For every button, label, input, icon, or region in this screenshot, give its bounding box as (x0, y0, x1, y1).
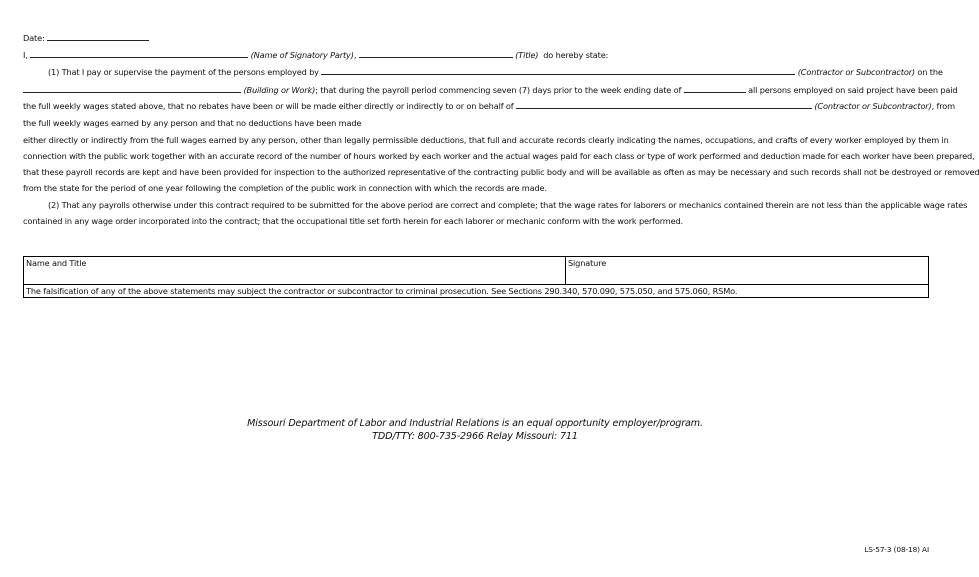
title-hint: (Title) (515, 50, 539, 60)
statement1-line7: that these payroll records are kept and have been provided for inspection to the authorized representative of the contracting public body and will be available as often as may be necessary and such records shall not be destroyed or removed (23, 167, 979, 177)
date-field[interactable] (47, 33, 149, 41)
date-label: Date: (23, 33, 45, 43)
statement1-mid: ; that during the payroll period commencing seven (7) days prior to the week ending date of (315, 85, 682, 95)
signatory-hint: (Name of Signatory Party) (250, 50, 354, 60)
contractor-hint-2: (Contractor or Subcontractor) (814, 101, 932, 111)
statement1-line8: from the state for the period of one year following the completion of the public work in connection with which the records are made. (23, 183, 547, 193)
from-text: , from (931, 101, 955, 111)
signature-cell[interactable] (566, 257, 929, 285)
statement2-line1: (2) That any payrolls otherwise under this contract required to be submitted for the above period are correct and complete; that the wage rates for laborers or mechanics contained therein are not less than the applicable wage rates (48, 200, 968, 210)
hereby-text: do hereby state: (543, 50, 609, 60)
statement1-line3 (23, 101, 955, 111)
date-line (23, 33, 149, 43)
title-field[interactable] (359, 50, 513, 58)
i-label: I, (23, 50, 28, 60)
eeo-statement: Missouri Department of Labor and Industrial Relations is an equal opportunity employer/program. (247, 418, 703, 429)
contractor-hint: (Contractor or Subcontractor) (797, 67, 915, 77)
statement1-start: (1) That I pay or supervise the payment of the persons employed by (48, 67, 319, 77)
falsification-warning: The falsification of any of the above statements may subject the contractor or subcontractor to criminal prosecution. See Sections 290.340, 570.090, 575.050, and 575.060, RSMo. (24, 285, 929, 298)
signature-table (23, 256, 929, 298)
statement1-line6: connection with the public work together with an accurate record of the number of hours worked by each worker and the actual wages paid for each class or type of work performed and deduction made for each worker have been prepared, (23, 151, 975, 161)
name-title-cell[interactable] (24, 257, 566, 285)
building-field[interactable] (23, 85, 241, 93)
statement1-line2 (23, 85, 957, 95)
statement1-line5: either directly or indirectly from the full wages earned by any person, other than legally permissible deductions, that full and accurate records clearly indicating the names, occupations, and crafts of every worker employed by them in (23, 135, 949, 145)
building-hint: (Building or Work) (243, 85, 316, 95)
on-the-text: on the (917, 67, 943, 77)
employer-field[interactable] (321, 67, 795, 75)
signatory-line: I, (Name of Signatory Party), (Title) do hereby state: (23, 50, 609, 60)
statement1-line3-text: the full weekly wages stated above, that no rebates have been or will be made either directly or indirectly to or on behalf of (23, 101, 514, 111)
signatory-name-field[interactable] (30, 50, 248, 58)
week-ending-field[interactable] (684, 85, 746, 93)
name-title-label: Name and Title (26, 258, 87, 268)
statement2-line2: contained in any wage order incorporated into the contract; that the occupational title set forth herein for each laborer or mechanic conform with the work performed. (23, 216, 683, 226)
tdd-relay-line: TDD/TTY: 800-735-2966 Relay Missouri: 711 (372, 431, 578, 442)
statement1-line4: the full weekly wages earned by any person and that no deductions have been made (23, 118, 362, 128)
statement1-line1 (48, 67, 943, 77)
rebate-contractor-field[interactable] (516, 101, 812, 109)
signature-label: Signature (568, 258, 607, 268)
statement1-mid2: all persons employed on said project have been paid (748, 85, 958, 95)
form-number: LS-57-3 (08-18) AI (864, 545, 929, 554)
